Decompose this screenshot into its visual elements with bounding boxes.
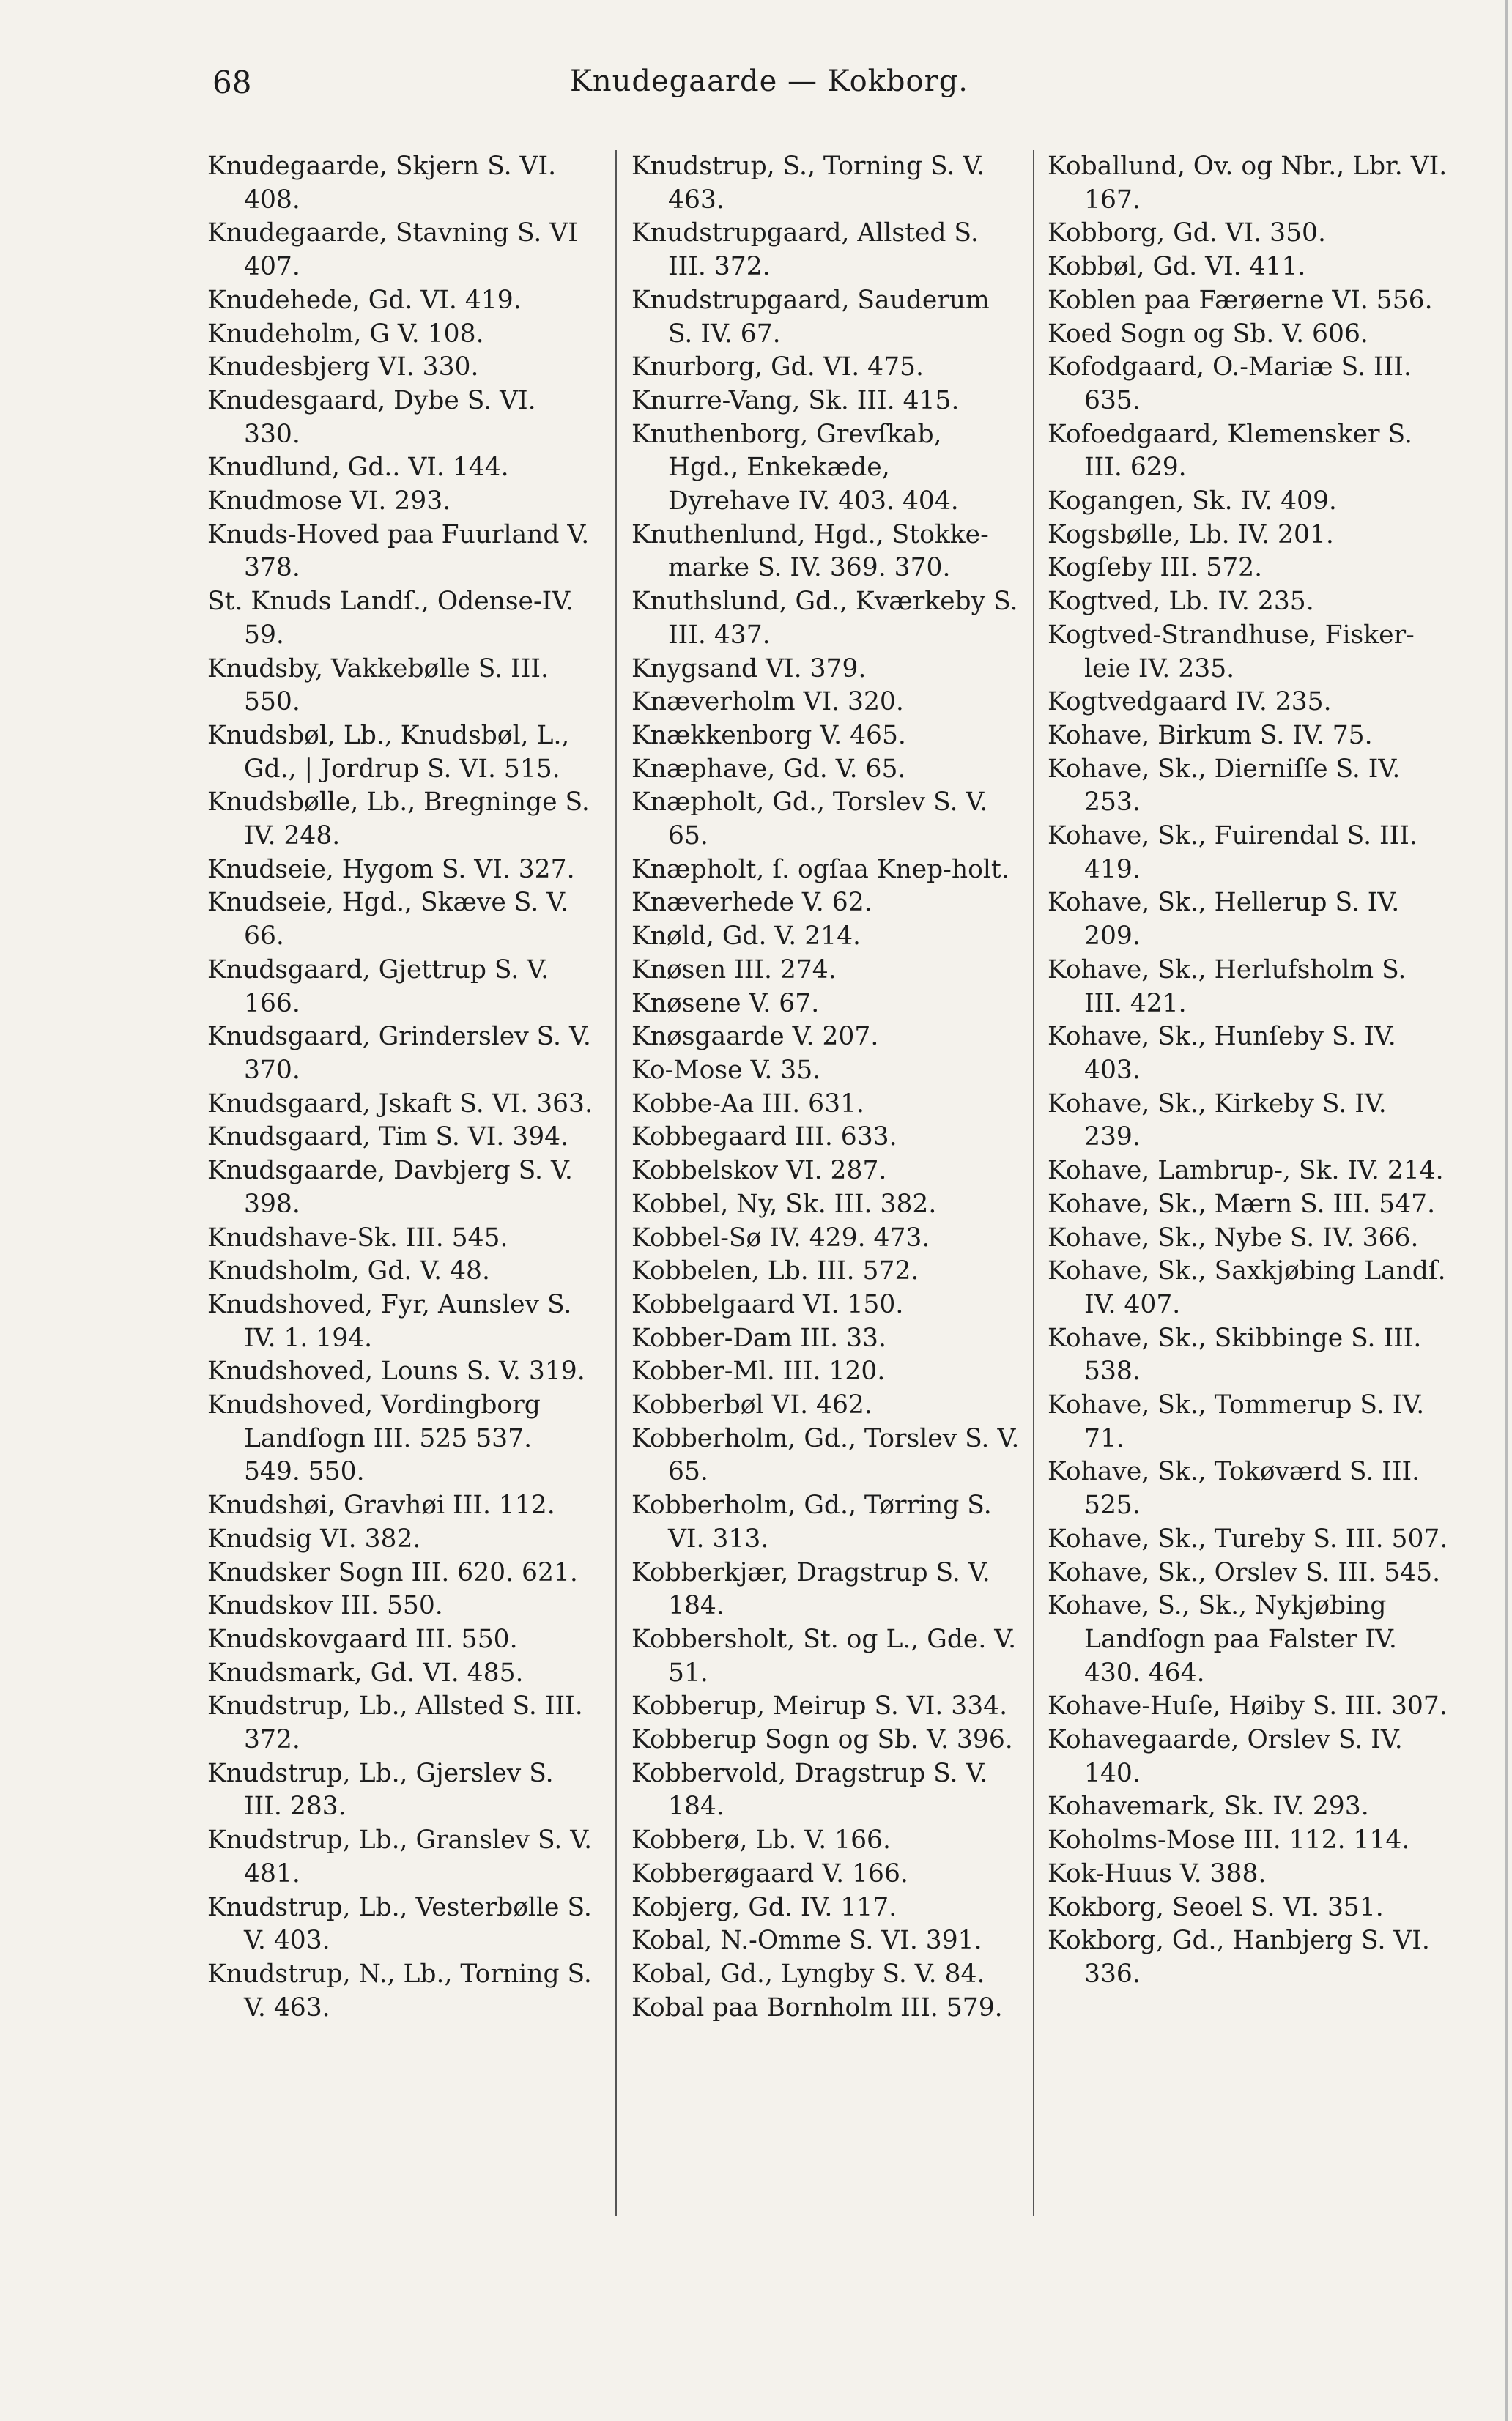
index-entry: Knudsbøl, Lb., Knudsbøl, L., Gd., | Jordrup S. VI. 515. xyxy=(207,720,570,784)
index-entry: Knudskovgaard III. 550. xyxy=(207,1624,518,1654)
index-entry: St. Knuds Landſ., Odense-IV. 59. xyxy=(207,587,574,650)
index-entry: Kohave, Sk., Hellerup S. IV. 209. xyxy=(1048,888,1400,952)
index-entry: Kohave, Sk., Dierniſſe S. IV. 253. xyxy=(1048,754,1401,817)
index-entry: Kohave, Birkum S. IV. 75. xyxy=(1048,720,1373,750)
index-entry: Kogsbølle, Lb. IV. 201. xyxy=(1048,519,1334,549)
index-entry: Kobberup, Meirup S. VI. 334. xyxy=(631,1691,1008,1721)
index-entry: Knæphave, Gd. V. 65. xyxy=(631,754,906,784)
index-entry: Knudsholm, Gd. V. 48. xyxy=(207,1256,490,1286)
index-entry: Kobal paa Bornholm III. 579. xyxy=(631,1992,1003,2023)
index-column-3 xyxy=(1048,150,1449,1992)
index-entry: Kohavegaarde, Orslev S. IV. 140. xyxy=(1048,1725,1403,1788)
index-entry: Kohave, Sk., Nybe S. IV. 366. xyxy=(1048,1223,1419,1253)
index-entry: Knudlund, Gd.. VI. 144. xyxy=(207,453,509,483)
index-entry: Kobbelgaard VI. 150. xyxy=(631,1289,904,1319)
index-entry: Knudseie, Hgd., Skæve S. V. 66. xyxy=(207,888,568,952)
index-entry: Knudshoved, Fyr, Aunslev S. IV. 1. 194. xyxy=(207,1289,572,1353)
index-entry: Kobbegaard III. 633. xyxy=(631,1122,897,1152)
index-entry: Kogtvedgaard IV. 235. xyxy=(1048,687,1332,717)
index-entry: Kohave, Sk., Tommerup S. IV. 71. xyxy=(1048,1390,1425,1453)
index-entry: Ko-Mose V. 35. xyxy=(631,1055,821,1085)
index-entry: Knudstrup, N., Lb., Torning S. V. 463. xyxy=(207,1959,592,2023)
index-entry: Kobberup Sogn og Sb. V. 396. xyxy=(631,1725,1013,1755)
index-entry: Kobberkjær, Dragstrup S. V. 184. xyxy=(631,1557,990,1621)
index-entry: Knygsand VI. 379. xyxy=(631,653,867,683)
index-entry: Kobbelen, Lb. III. 572. xyxy=(631,1256,919,1286)
index-entry: Kogſeby III. 572. xyxy=(1048,553,1263,583)
index-entry: Kohave, Sk., Saxkjøbing Landſ. IV. 407. xyxy=(1048,1256,1446,1319)
index-entry: Knudstrupgaard, Sauderum S. IV. 67. xyxy=(631,285,990,349)
index-entry: Knæpholt, ſ. ogſaa Knep-holt. xyxy=(631,854,1009,884)
index-entry: Kobbe-Aa III. 631. xyxy=(631,1089,864,1119)
index-entry: Knurborg, Gd. VI. 475. xyxy=(631,352,924,382)
index-entry: Knudshøi, Gravhøi III. 112. xyxy=(207,1491,555,1521)
index-entry: Kogtved-Strandhuse, Fisker-leie IV. 235. xyxy=(1048,620,1415,683)
index-entry: Kohave, Sk., Kirkeby S. IV. 239. xyxy=(1048,1089,1387,1152)
index-entry: Knudsgaard, Tim S. VI. 394. xyxy=(207,1122,569,1152)
index-entry: Kohave-Huſe, Høiby S. III. 307. xyxy=(1048,1691,1448,1721)
index-entry: Kohave, S., Sk., Nykjøbing Landſogn paa Falster IV. 430. 464. xyxy=(1048,1591,1397,1688)
index-entry: Knudshoved, Louns S. V. 319. xyxy=(207,1357,585,1387)
column-rule-left xyxy=(615,150,617,2216)
index-entry: Koholms-Mose III. 112. 114. xyxy=(1048,1825,1410,1855)
index-entry: Knudehede, Gd. VI. 419. xyxy=(207,285,522,315)
index-entry: Kobbervold, Dragstrup S. V. 184. xyxy=(631,1758,988,1822)
index-entry: Knøsen III. 274. xyxy=(631,954,837,985)
index-entry: Kobberøgaard V. 166. xyxy=(631,1858,908,1888)
index-entry: Kobal, N.-Omme S. VI. 391. xyxy=(631,1926,982,1956)
index-entry: Kohavemark, Sk. IV. 293. xyxy=(1048,1792,1369,1822)
index-entry: Knudsig VI. 382. xyxy=(207,1524,421,1554)
index-entry: Knudstrupgaard, Allsted S. III. 372. xyxy=(631,218,979,282)
index-entry: Knudsbølle, Lb., Bregninge S. IV. 248. xyxy=(207,787,590,851)
index-column-2 xyxy=(631,150,1020,2025)
index-entry: Knudseie, Hygom S. VI. 327. xyxy=(207,854,575,884)
index-entry: Knudsgaard, Gjettrup S. V. 166. xyxy=(207,954,549,1018)
index-entry: Kobberbøl VI. 462. xyxy=(631,1390,872,1420)
index-entry: Knudegaarde, Skjern S. VI. 408. xyxy=(207,152,557,215)
index-entry: Knudstrup, S., Torning S. V. 463. xyxy=(631,152,985,215)
page-header xyxy=(212,64,1326,116)
index-entry: Knudmose VI. 293. xyxy=(207,486,451,516)
running-head: Knudegaarde — Kokborg. xyxy=(569,64,969,98)
index-entry: Knøld, Gd. V. 214. xyxy=(631,922,861,952)
index-entry: Kohave, Sk., Tureby S. III. 507. xyxy=(1048,1524,1448,1554)
index-entry: Kobberholm, Gd., Torslev S. V. 65. xyxy=(631,1423,1020,1487)
index-entry: Knudstrup, Lb., Vesterbølle S. V. 403. xyxy=(207,1892,592,1956)
index-entry: Kogangen, Sk. IV. 409. xyxy=(1048,486,1337,516)
index-entry: Knudesbjerg VI. 330. xyxy=(207,352,479,382)
index-entry: Knøsgaarde V. 207. xyxy=(631,1022,879,1052)
index-entry: Kobber-Ml. III. 120. xyxy=(631,1357,886,1387)
index-entry: Knurre-Vang, Sk. III. 415. xyxy=(631,385,960,415)
index-entry: Knudstrup, Lb., Gjerslev S. III. 283. xyxy=(207,1758,554,1822)
index-entry: Koblen paa Færøerne VI. 556. xyxy=(1048,285,1433,315)
index-entry: Knuthenborg, Grevſkab, Hgd., Enkekæde, Dyrehave IV. 403. 404. xyxy=(631,419,959,516)
index-entry: Knudsgaarde, Davbjerg S. V. 398. xyxy=(207,1156,573,1219)
index-entry: Kohave, Sk., Herlufsholm S. III. 421. xyxy=(1048,954,1407,1018)
index-entry: Kohave, Sk., Fuirendal S. III. 419. xyxy=(1048,821,1418,884)
index-entry: Knuthslund, Gd., Kværkeby S. III. 437. xyxy=(631,587,1018,650)
index-entry: Kobborg, Gd. VI. 350. xyxy=(1048,218,1326,248)
index-entry: Kobbøl, Gd. VI. 411. xyxy=(1048,252,1306,282)
index-entry: Kofodgaard, O.-Mariæ S. III. 635. xyxy=(1048,352,1412,415)
index-entry: Kohave, Sk., Tokøværd S. III. 525. xyxy=(1048,1457,1420,1521)
index-entry: Kobal, Gd., Lyngby S. V. 84. xyxy=(631,1959,985,1989)
index-entry: Kohave, Sk., Hunſeby S. IV. 403. xyxy=(1048,1022,1396,1085)
index-entry: Koballund, Ov. og Nbr., Lbr. VI. 167. xyxy=(1048,152,1448,215)
page-number: 68 xyxy=(212,64,252,100)
column-rule-right xyxy=(1033,150,1034,2216)
index-entry: Kobber-Dam III. 33. xyxy=(631,1323,886,1353)
index-column-1 xyxy=(207,150,596,2025)
index-entry: Kobjerg, Gd. IV. 117. xyxy=(631,1892,897,1922)
index-entry: Kobberø, Lb. V. 166. xyxy=(631,1825,891,1855)
index-entry: Kofoedgaard, Klemensker S. III. 629. xyxy=(1048,419,1412,483)
index-entry: Knudegaarde, Stavning S. VI 407. xyxy=(207,218,578,282)
index-entry: Knudskov III. 550. xyxy=(207,1591,443,1621)
index-entry: Knudsgaard, Jskaft S. VI. 363. xyxy=(207,1089,593,1119)
index-entry: Knøsene V. 67. xyxy=(631,988,820,1018)
index-entry: Knudsby, Vakkebølle S. III. 550. xyxy=(207,653,549,717)
index-entry: Kokborg, Gd., Hanbjerg S. VI. 336. xyxy=(1048,1926,1430,1989)
index-entry: Knudsgaard, Grinderslev S. V. 370. xyxy=(207,1022,591,1085)
index-entry: Knækkenborg V. 465. xyxy=(631,720,906,750)
index-entry: Knudstrup, Lb., Granslev S. V. 481. xyxy=(207,1825,593,1888)
index-entry: Koed Sogn og Sb. V. 606. xyxy=(1048,319,1368,349)
index-entry: Kokborg, Seoel S. VI. 351. xyxy=(1048,1892,1384,1922)
index-entry: Kohave, Sk., Mærn S. III. 547. xyxy=(1048,1189,1436,1219)
index-entry: Kobbel-Sø IV. 429. 473. xyxy=(631,1223,930,1253)
index-entry: Knuthenlund, Hgd., Stokke-marke S. IV. 369. 370. xyxy=(631,519,989,583)
index-entry: Knæpholt, Gd., Torslev S. V. 65. xyxy=(631,787,988,851)
index-entry: Knudesgaard, Dybe S. VI. 330. xyxy=(207,385,536,449)
index-entry: Knudshave-Sk. III. 545. xyxy=(207,1223,508,1253)
index-entry: Kobbersholt, St. og L., Gde. V. 51. xyxy=(631,1624,1017,1688)
index-entry: Kobbel, Ny, Sk. III. 382. xyxy=(631,1189,937,1219)
index-entry: Kobberholm, Gd., Tørring S. VI. 313. xyxy=(631,1491,992,1554)
index-entry: Knudeholm, G V. 108. xyxy=(207,319,484,349)
index-entry: Kobbelskov VI. 287. xyxy=(631,1156,887,1186)
index-entry: Kogtved, Lb. IV. 235. xyxy=(1048,587,1314,617)
index-entry: Knudsker Sogn III. 620. 621. xyxy=(207,1557,578,1587)
index-entry: Knuds-Hoved paa Fuurland V. 378. xyxy=(207,519,590,583)
index-entry: Knudsmark, Gd. VI. 485. xyxy=(207,1658,524,1688)
index-entry: Kohave, Sk., Orslev S. III. 545. xyxy=(1048,1557,1441,1587)
index-entry: Kohave, Sk., Skibbinge S. III. 538. xyxy=(1048,1323,1422,1387)
index-entry: Knudshoved, Vordingborg Landſogn III. 525 537. 549. 550. xyxy=(207,1390,541,1487)
index-entry: Kohave, Lambrup-, Sk. IV. 214. xyxy=(1048,1156,1444,1186)
index-entry: Knudstrup, Lb., Allsted S. III. 372. xyxy=(207,1691,583,1755)
index-entry: Knæverhede V. 62. xyxy=(631,888,872,918)
index-entry: Knæverholm VI. 320. xyxy=(631,687,904,717)
page-edge-line xyxy=(1505,0,1508,2421)
index-entry: Kok-Huus V. 388. xyxy=(1048,1858,1267,1888)
